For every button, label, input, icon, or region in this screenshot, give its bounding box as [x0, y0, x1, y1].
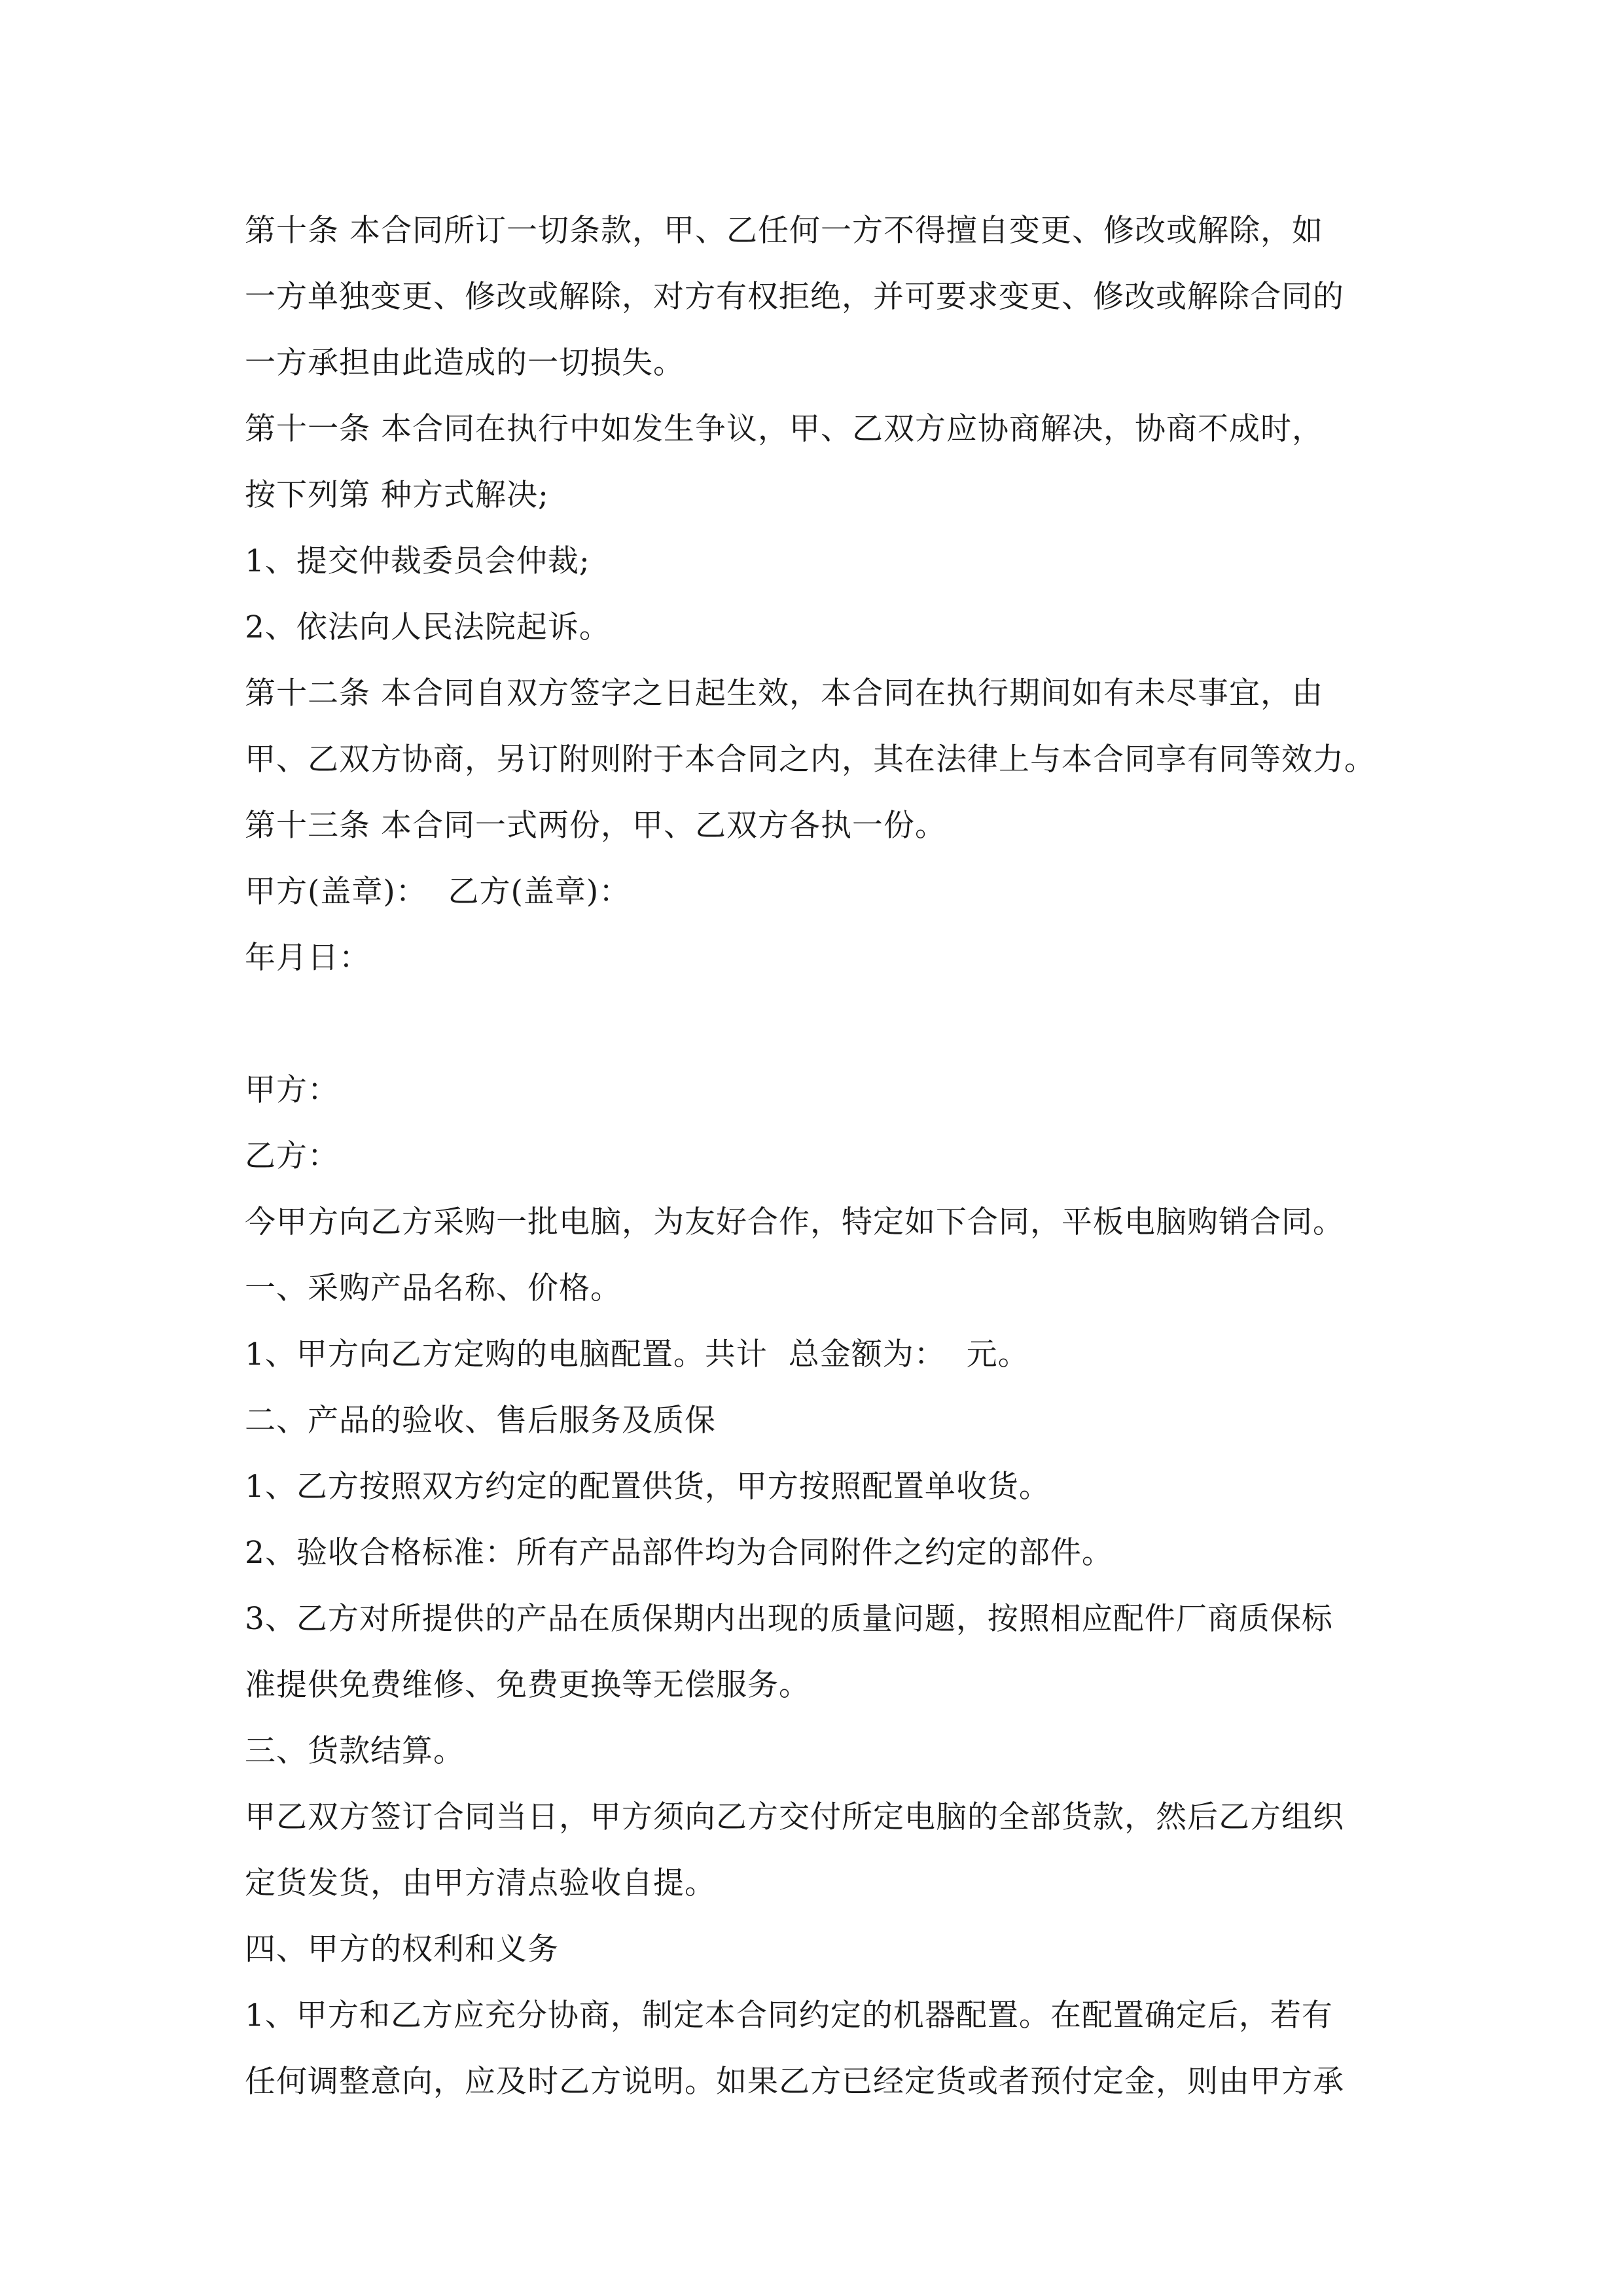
text-line: 3、乙方对所提供的产品在质保期内出现的质量问题，按照相应配件厂商质保标 [245, 1601, 1333, 1637]
text-line: 1、提交仲裁委员会仲裁; [245, 543, 590, 579]
text-line: 第十一条 本合同在执行中如发生争议，甲、乙双方应协商解决，协商不成时， [245, 411, 1323, 447]
text-line: 第十二条 本合同自双方签字之日起生效，本合同在执行期间如有未尽事宜，由 [245, 675, 1323, 711]
blank-line [245, 991, 1416, 1057]
section-heading: 四、甲方的权利和义务 [245, 1931, 559, 1967]
text-line: 按下列第 种方式解决; [245, 477, 549, 513]
document-body [245, 198, 1416, 2115]
text-line: 第十条 本合同所订一切条款，甲、乙任何一方不得擅自变更、修改或解除，如 [245, 213, 1323, 249]
text-line: 1、甲方和乙方应充分协商，制定本合同约定的机器配置。在配置确定后，若有 [245, 1998, 1333, 2034]
text-line: 甲、乙双方协商，另订附则附于本合同之内，其在法律上与本合同享有同等效力。 [245, 742, 1376, 778]
text-line: 一方承担由此造成的一切损失。 [245, 345, 685, 381]
date-line: 年月日： [245, 940, 370, 976]
section-heading: 三、货款结算。 [245, 1733, 465, 1769]
text-line: 今甲方向乙方采购一批电脑，为友好合作，特定如下合同，平板电脑购销合同。 [245, 1204, 1344, 1240]
signature-line: 甲方(盖章)： 乙方(盖章)： [245, 874, 631, 910]
party-b-line: 乙方： [245, 1138, 339, 1174]
text-line: 一方单独变更、修改或解除，对方有权拒绝，并可要求变更、修改或解除合同的 [245, 279, 1344, 315]
section-heading: 二、产品的验收、售后服务及质保 [245, 1403, 716, 1439]
text-line: 1、乙方按照双方约定的配置供货，甲方按照配置单收货。 [245, 1469, 1050, 1505]
text-line: 1、甲方向乙方定购的电脑配置。共计 总金额为： 元。 [245, 1336, 1029, 1372]
text-line: 第十三条 本合同一式两份，甲、乙双方各执一份。 [245, 808, 946, 844]
text-line: 2、依法向人民法院起诉。 [245, 609, 611, 645]
section-heading: 一、采购产品名称、价格。 [245, 1270, 622, 1306]
party-a-line: 甲方： [245, 1072, 339, 1108]
text-line: 2、验收合格标准：所有产品部件均为合同附件之约定的部件。 [245, 1535, 1113, 1571]
text-line: 甲乙双方签订合同当日，甲方须向乙方交付所定电脑的全部货款，然后乙方组织 [245, 1799, 1344, 1835]
text-line: 定货发货，由甲方清点验收自提。 [245, 1865, 716, 1901]
text-line: 任何调整意向，应及时乙方说明。如果乙方已经定货或者预付定金，则由甲方承 [245, 2064, 1344, 2100]
text-line: 准提供免费维修、免费更换等无偿服务。 [245, 1667, 810, 1703]
